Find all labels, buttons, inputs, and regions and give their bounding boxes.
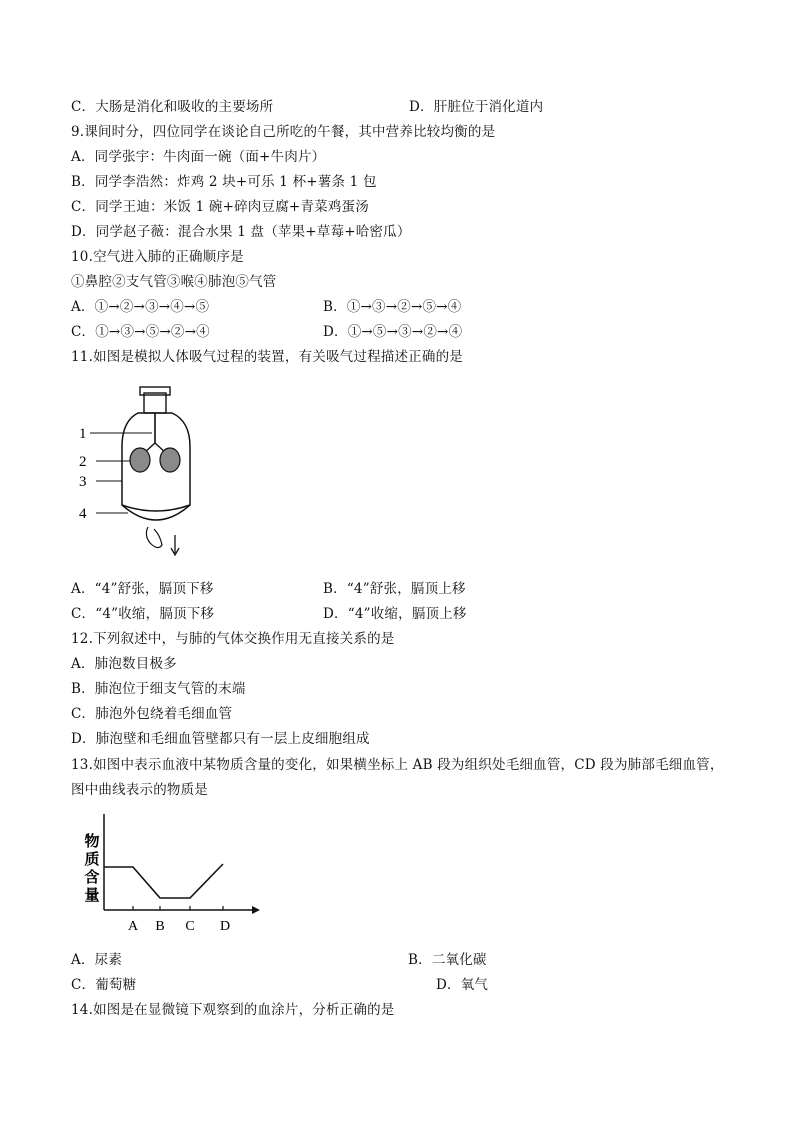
figure-label-4: 4 <box>79 506 87 522</box>
q8-option-c: C．大肠是消化和吸收的主要场所 <box>71 99 274 115</box>
figure-label-1: 1 <box>79 426 87 442</box>
q11-option-b: B．“4”舒张，膈顶上移 <box>323 581 466 597</box>
q13-option-d: D．氧气 <box>436 977 489 993</box>
graph-ylabel-char-2: 质 <box>84 852 100 868</box>
q9-option-c: C．同学王迪：米饭 1 碗+碎肉豆腐+青菜鸡蛋汤 <box>71 199 369 215</box>
q12-option-b: B．肺泡位于细支气管的末端 <box>71 681 246 697</box>
graph-xtick-b: B <box>155 919 165 934</box>
q13-option-c: C．葡萄糖 <box>71 977 137 993</box>
q11-stem: 11.如图是模拟人体吸气过程的装置，有关吸气过程描述正确的是 <box>71 349 463 365</box>
q9-option-d: D．同学赵子薇：混合水果 1 盘（苹果+草莓+哈密瓜） <box>71 224 411 240</box>
q12-option-d: D．肺泡壁和毛细血管壁都只有一层上皮细胞组成 <box>71 731 370 747</box>
q11-option-d: D．“4”收缩，膈顶上移 <box>323 606 467 622</box>
graph-curve <box>104 864 223 898</box>
graph-xtick-c: C <box>185 919 195 934</box>
q10-items: ①鼻腔②支气管③喉④肺泡⑤气管 <box>71 274 277 290</box>
breathing-model-figure <box>78 385 198 565</box>
q10-option-b: B．①→③→②→⑤→④ <box>323 299 462 315</box>
q9-stem: 9.课间时分，四位同学在谈论自己所吃的午餐，其中营养比较均衡的是 <box>71 124 496 140</box>
q12-option-c: C．肺泡外包绕着毛细血管 <box>71 706 233 722</box>
figure-label-3: 3 <box>79 474 87 490</box>
substance-content-graph <box>80 812 265 940</box>
q11-option-c: C．“4”收缩，膈顶下移 <box>71 606 215 622</box>
graph-x-arrow <box>252 906 260 914</box>
q10-option-d: D．①→⑤→③→②→④ <box>323 324 463 340</box>
q11-option-a: A．“4”舒张，膈顶下移 <box>71 581 214 597</box>
q10-option-c: C．①→③→⑤→②→④ <box>71 324 210 340</box>
graph-ylabel-char-3: 含 <box>84 870 100 886</box>
graph-xtick-d: D <box>219 919 231 934</box>
graph-ylabel-char-1: 物 <box>84 834 100 850</box>
graph-ylabel-char-4: 量 <box>84 888 100 904</box>
q14-stem: 14.如图是在显微镜下观察到的血涂片，分析正确的是 <box>71 1002 395 1018</box>
q13-stem-line1: 13.如图中表示血液中某物质含量的变化，如果横坐标上 AB 段为组织处毛细血管，CD 段为肺部毛细血管， <box>71 757 724 773</box>
figure-label-2: 2 <box>79 454 87 470</box>
q9-option-a: A．同学张宇：牛肉面一碗（面+牛肉片） <box>71 149 326 165</box>
q12-option-a: A．肺泡数目极多 <box>71 656 177 672</box>
q13-stem-line2: 图中曲线表示的物质是 <box>71 782 208 798</box>
graph-xtick-a: A <box>127 919 139 934</box>
q8-option-d: D．肝脏位于消化道内 <box>409 99 544 115</box>
q10-stem: 10.空气进入肺的正确顺序是 <box>71 249 244 265</box>
q12-stem: 12.下列叙述中，与肺的气体交换作用无直接关系的是 <box>71 631 395 647</box>
q13-option-a: A．尿素 <box>71 952 123 968</box>
q10-option-a: A．①→②→③→④→⑤ <box>71 299 210 315</box>
q13-option-b: B．二氧化碳 <box>408 952 487 968</box>
q9-option-b: B．同学李浩然：炸鸡 2 块+可乐 1 杯+薯条 1 包 <box>71 174 377 190</box>
